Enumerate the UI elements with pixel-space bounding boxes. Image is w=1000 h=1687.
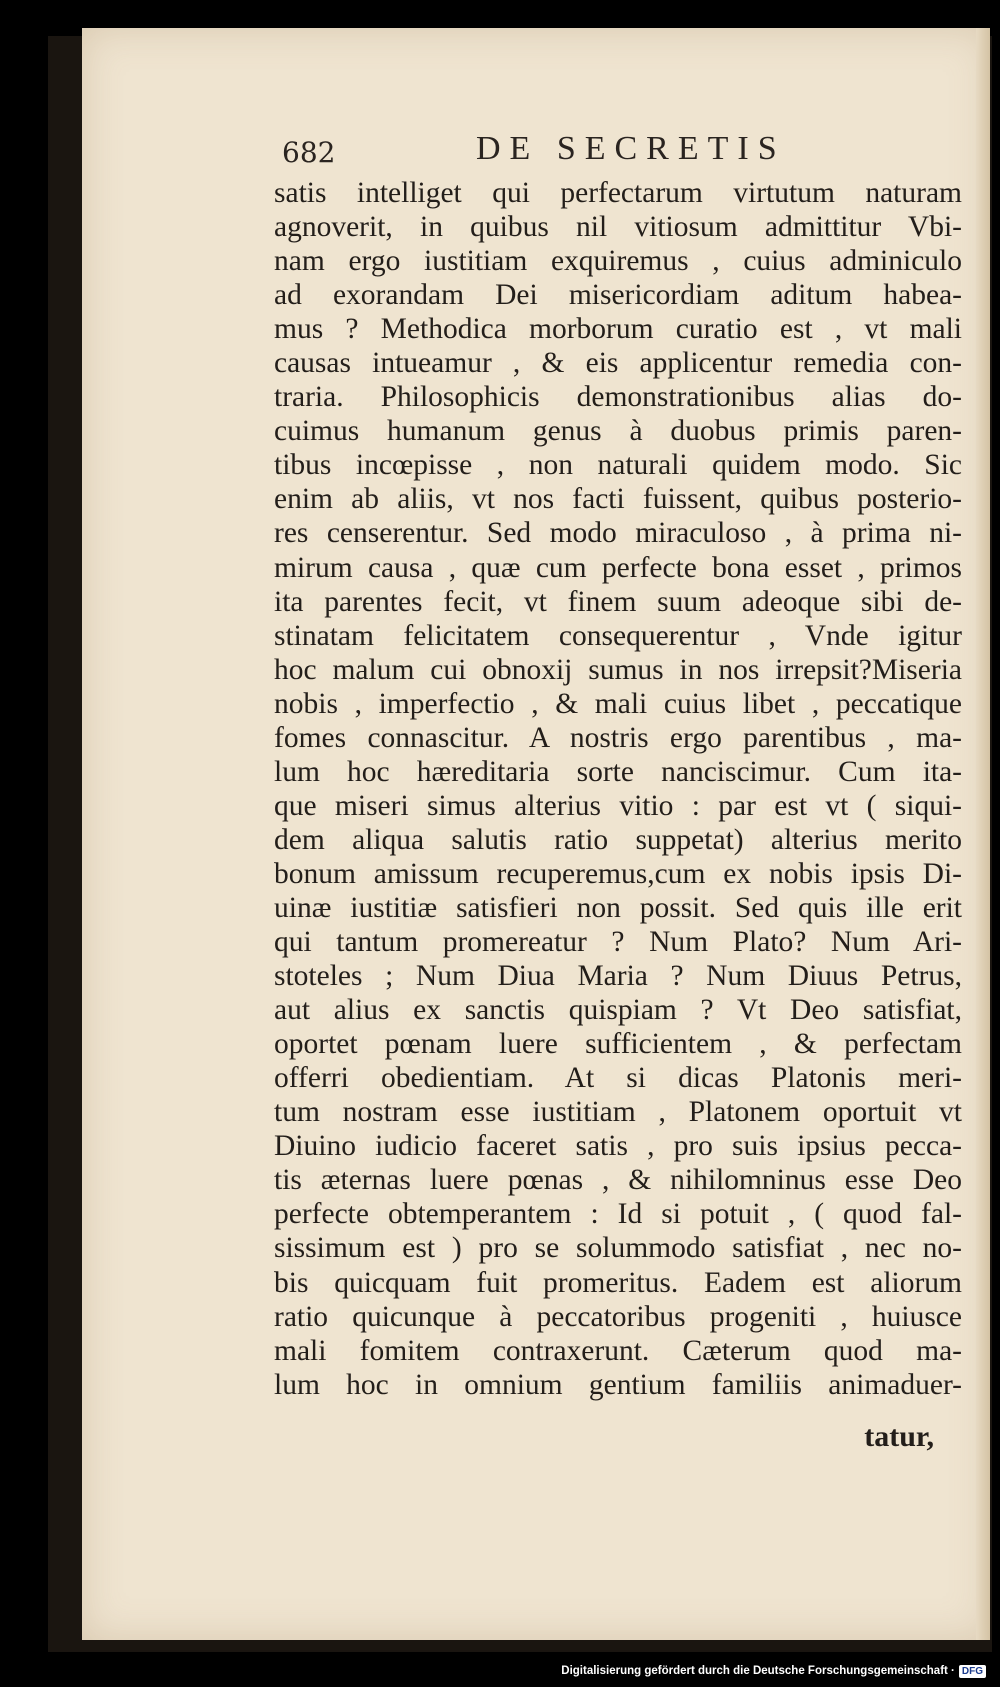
text-line: hoc malum cui obnoxij sumus in nos irrepsit?Miseria xyxy=(274,653,962,686)
text-line: satis intelliget qui perfectarum virtutum naturam xyxy=(274,177,962,209)
text-line: offerri obedientiam. At si dicas Platonis meri- xyxy=(274,1062,962,1095)
text-line: qui tantum promereatur ? Num Plato? Num Ari- xyxy=(274,926,962,959)
text-line: dem aliqua salutis ratio suppetat) alterius merito xyxy=(274,823,962,856)
text-line: cuimus humanum genus à duobus primis paren- xyxy=(274,415,962,448)
text-line: nam ergo iustitiam exquiremus , cuius adminiculo xyxy=(274,245,962,278)
body-text xyxy=(274,176,962,1402)
text-line: stinatam felicitatem consequerentur , Vnde igitur xyxy=(274,619,962,652)
text-line: lum hoc hæreditaria sorte nanciscimur. Cum ita- xyxy=(274,755,962,788)
text-line: mus ? Methodica morborum curatio est , vt mali xyxy=(274,313,962,346)
text-line: fomes connascitur. A nostris ergo parentibus , ma- xyxy=(274,721,962,754)
text-line: causas intueamur , & eis applicentur remedia con- xyxy=(274,347,962,380)
text-line: Diuino iudicio faceret satis , pro suis ipsius pecca- xyxy=(274,1130,962,1163)
text-line: mali fomitem contraxerunt. Cæterum quod ma- xyxy=(274,1334,962,1367)
text-line: aut alius ex sanctis quispiam ? Vt Deo satisfiat, xyxy=(274,994,962,1027)
dfg-logo-icon: DFG xyxy=(959,1665,986,1678)
text-line: bonum amissum recuperemus,cum ex nobis ipsis Di- xyxy=(274,857,962,890)
page-edge xyxy=(976,28,990,1640)
page-number: 682 xyxy=(282,136,336,169)
footer-credit: Digitalisierung gefördert durch die Deutsche Forschungsgemeinschaft · xyxy=(561,1665,955,1677)
page-header xyxy=(282,130,822,178)
text-line: lum hoc in omnium gentium familiis animaduer- xyxy=(274,1368,962,1401)
text-line: res censerentur. Sed modo miraculoso , à prima ni- xyxy=(274,517,962,550)
text-line: enim ab aliis, vt nos facti fuissent, quibus posterio- xyxy=(274,483,962,516)
text-line: stoteles ; Num Diua Maria ? Num Diuus Petrus, xyxy=(274,960,962,993)
text-line: ita parentes fecit, vt finem suum adeoque sibi de- xyxy=(274,585,962,618)
text-line: tibus incœpisse , non naturali quidem modo. Sic xyxy=(274,449,962,482)
text-line: traria. Philosophicis demonstrationibus alias do- xyxy=(274,381,962,414)
text-line: oportet pœnam luere sufficientem , & perfectam xyxy=(274,1028,962,1061)
catchword: tatur, xyxy=(864,1420,934,1453)
text-line: nobis , imperfectio , & mali cuius libet , peccatique xyxy=(274,687,962,720)
text-line: perfecte obtemperantem : Id si potuit , ( quod fal- xyxy=(274,1198,962,1231)
text-line: ad exorandam Dei misericordiam aditum habea- xyxy=(274,279,962,312)
text-line: que miseri simus alterius vitio : par est vt ( siqui- xyxy=(274,789,962,822)
text-line: agnoverit, in quibus nil vitiosum admittitur Vbi- xyxy=(274,211,962,244)
running-title: DE SECRETIS xyxy=(476,130,786,167)
text-line: uinæ iustitiæ satisfieri non possit. Sed quis ille erit xyxy=(274,891,962,924)
text-line: ratio quicunque à peccatoribus progeniti , huiusce xyxy=(274,1300,962,1333)
text-line: tis æternas luere pœnas , & nihilomninus esse Deo xyxy=(274,1164,962,1197)
text-line: tum nostram esse iustitiam , Platonem oportuit vt xyxy=(274,1096,962,1129)
digitization-footer xyxy=(561,1661,986,1681)
text-line: bis quicquam fuit promeritus. Eadem est aliorum xyxy=(274,1266,962,1299)
text-line: mirum causa , quæ cum perfecte bona esset , primos xyxy=(274,551,962,584)
text-line: sissimum est ) pro se solummodo satisfiat , nec no- xyxy=(274,1232,962,1265)
